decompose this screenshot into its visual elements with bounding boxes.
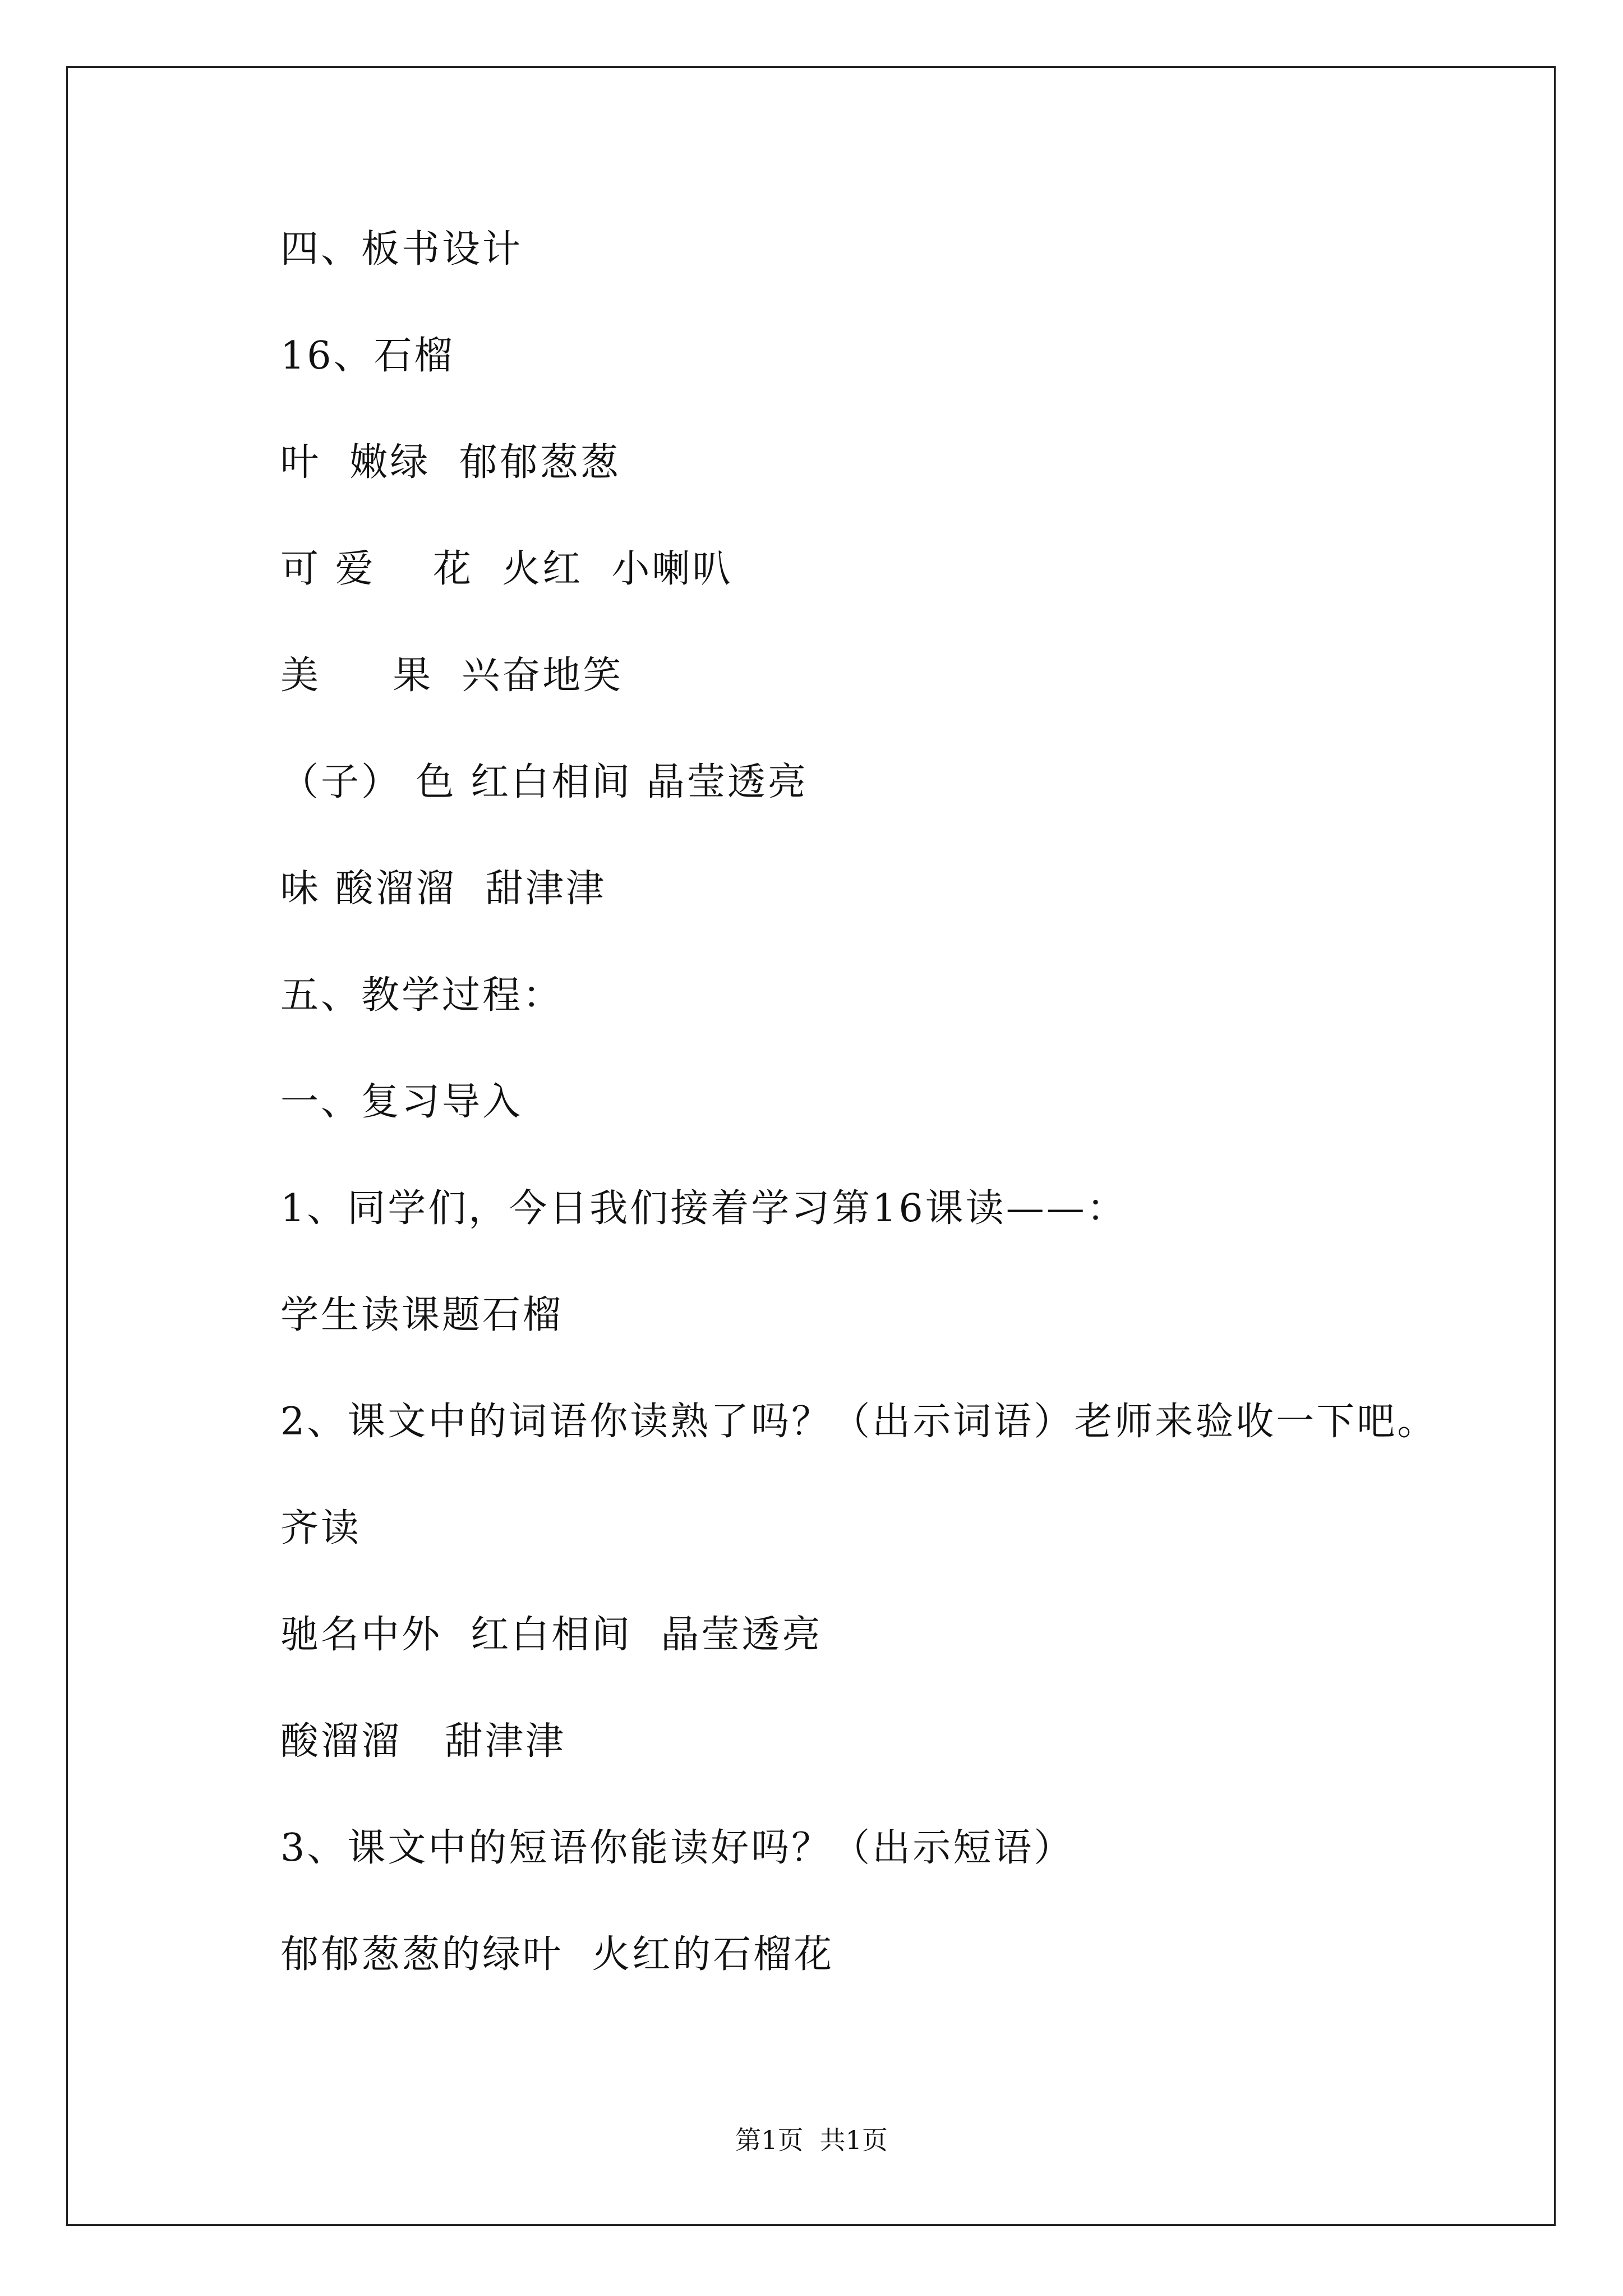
subheading-review-intro: 一、复习导入 xyxy=(280,1080,523,1124)
step-1-text: 1、同学们，今日我们接着学习第16课读——： xyxy=(280,1186,1127,1231)
section-heading-board-design: 四、板书设计 xyxy=(280,227,523,272)
step-2-text: 2、课文中的词语你读熟了吗？（出示词语）老师来验收一下吧。 xyxy=(280,1400,1438,1444)
step-1-response: 学生读课题石榴 xyxy=(280,1293,564,1337)
lesson-title: 16、石榴 xyxy=(280,334,455,378)
step-2-read-together: 齐读 xyxy=(280,1506,362,1550)
board-line-taste: 味 酸溜溜 甜津津 xyxy=(280,867,606,911)
board-line-leaf: 叶 嫩绿 郁郁葱葱 xyxy=(280,440,621,485)
phrase-row-1: 郁郁葱葱的绿叶 火红的石榴花 xyxy=(280,1932,834,1977)
board-line-fruit: 美 果 兴奋地笑 xyxy=(280,654,624,698)
vocab-row-2: 酸溜溜 甜津津 xyxy=(280,1719,566,1764)
step-3-text: 3、课文中的短语你能读好吗？（出示短语） xyxy=(280,1826,1075,1870)
page-border xyxy=(66,66,1556,2226)
board-line-flower: 可 爱 花 火红 小喇叭 xyxy=(280,547,733,591)
section-heading-teaching-process: 五、教学过程： xyxy=(280,973,564,1018)
vocab-row-1: 驰名中外 红白相间 晶莹透亮 xyxy=(280,1613,823,1657)
board-line-color: （子） 色 红白相间 晶莹透亮 xyxy=(280,760,808,804)
page-number-footer: 第1页 共1页 xyxy=(735,2125,888,2155)
